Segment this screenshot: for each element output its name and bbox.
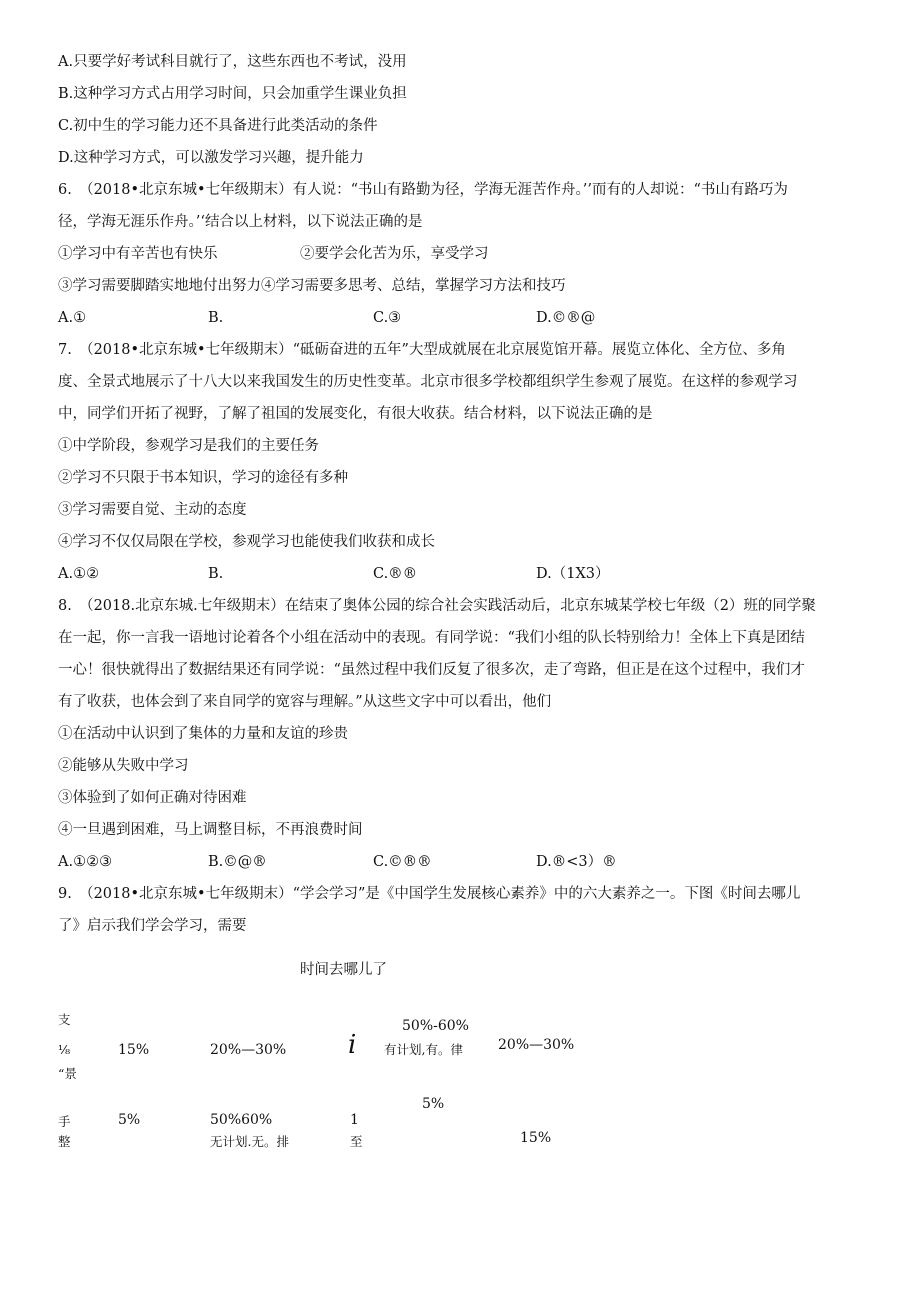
q8-statement-1: ①在活动中认识到了集体的力量和友谊的珍贵 bbox=[58, 726, 348, 742]
q7-statement-2: ②学习不只限于书本知识，学习的途径有多种 bbox=[58, 470, 348, 486]
q8-option-c: C.©®® bbox=[373, 854, 432, 870]
figure-value-50-60-percent-bottom: 50%60% bbox=[210, 1112, 273, 1128]
q8-option-d: D.®<3）® bbox=[536, 854, 617, 870]
q5-option-b: B.这种学习方式占用学习时间，只会加重学生课业负担 bbox=[58, 86, 407, 102]
q5-option-c: C.初中生的学习能力还不具备进行此类活动的条件 bbox=[58, 118, 378, 134]
q6-statement-3-4: ③学习需要脚踏实地地付出努力④学习需要多思考、总结，掌握学习方法和技巧 bbox=[58, 278, 566, 294]
figure-left-char-1: 支 bbox=[58, 1012, 71, 1027]
q6-option-c: C.③ bbox=[373, 310, 402, 326]
q8-stem-line2: 在一起，你一言我一语地讨论着各个小组在活动中的表现。有同学说：“我们小组的队长特别给力！全体上下真是团结 bbox=[58, 630, 805, 646]
q5-option-a: A.只要学好考试科目就行了，这些东西也不考试，没用 bbox=[58, 54, 407, 70]
q7-option-b: B. bbox=[208, 566, 224, 582]
figure-value-20-30-percent-left: 20%—30% bbox=[210, 1042, 287, 1058]
figure-label-unplanned: 无计划.无。排 bbox=[210, 1134, 289, 1149]
q7-statement-3: ③学习需要自觉、主动的态度 bbox=[58, 502, 247, 518]
q7-stem-line1: 7. （2018•北京东城•七年级期末）“砥砺奋进的五年”大型成就展在北京展览馆开幕。展览立体化、全方位、多角 bbox=[58, 342, 786, 358]
q7-option-a: A.①② bbox=[58, 566, 100, 582]
q6-option-d: D.©®@ bbox=[536, 310, 596, 326]
q9-stem-line1: 9. （2018•北京东城•七年级期末）“学会学习”是《中国学生发展核心素养》中的六大素养之一。下图《时间去哪儿 bbox=[58, 886, 801, 902]
q6-option-a: A.① bbox=[58, 310, 87, 326]
figure-left-char-2: ⅛ bbox=[58, 1042, 71, 1057]
q9-stem-line2: 了》启示我们学会学习，需要 bbox=[58, 918, 247, 934]
q6-stem-line2: 径，学海无涯乐作舟。’‘结合以上材料，以下说法正确的是 bbox=[58, 214, 423, 230]
q6-option-b: B. bbox=[208, 310, 224, 326]
figure-italic-i: i bbox=[348, 1030, 357, 1060]
q8-stem-line4: 有了收获，也体会到了来自同学的宽容与理解。”从这些文字中可以看出，他们 bbox=[58, 694, 552, 710]
figure-left-char-4: 手 bbox=[58, 1114, 71, 1129]
q8-stem-line3: 一心！很快就得出了数据结果还有同学说：“虽然过程中我们反复了很多次，走了弯路，但正是在这个过程中，我们才 bbox=[58, 662, 805, 678]
figure-char-zhi: 至 bbox=[350, 1134, 363, 1149]
figure-value-5-percent-right: 5% bbox=[422, 1096, 445, 1112]
q8-option-b: B.©@® bbox=[208, 854, 267, 870]
figure-value-15-percent-top: 15% bbox=[118, 1042, 150, 1058]
q7-statement-4: ④学习不仅仅局限在学校，参观学习也能使我们收获和成长 bbox=[58, 534, 435, 550]
q7-option-c: C.®® bbox=[373, 566, 418, 582]
figure-value-20-30-percent-right: 20%—30% bbox=[498, 1037, 575, 1053]
q7-stem-line3: 中，同学们开拓了视野，了解了祖国的发展变化，有很大收获。结合材料，以下说法正确的是 bbox=[58, 406, 653, 422]
q8-statement-4: ④一旦遇到困难，马上调整目标，不再浪费时间 bbox=[58, 822, 363, 838]
q8-option-a: A.①②③ bbox=[58, 854, 113, 870]
q8-statement-2: ②能够从失败中学习 bbox=[58, 758, 189, 774]
q7-statement-1: ①中学阶段，参观学习是我们的主要任务 bbox=[58, 438, 319, 454]
figure-title: 时间去哪儿了 bbox=[300, 962, 387, 978]
figure-value-50-60-percent-top: 50%-60% bbox=[402, 1018, 469, 1034]
q6-stem-line1: 6. （2018•北京东城•七年级期末）有人说：“书山有路勤为径，学海无涯苦作舟。’’而有的人却说：“书山有路巧为 bbox=[58, 182, 788, 198]
q6-statement-2: ②要学会化苦为乐，享受学习 bbox=[300, 246, 489, 262]
figure-value-15-percent-bottom: 15% bbox=[520, 1130, 552, 1146]
figure-left-char-3: “景 bbox=[58, 1066, 77, 1081]
q8-stem-line1: 8. （2018.北京东城.七年级期末）在结束了奥体公园的综合社会实践活动后，北京东城某学校七年级（2）班的同学聚 bbox=[58, 598, 816, 614]
figure-left-char-5: 整 bbox=[58, 1134, 71, 1149]
figure-value-1: 1 bbox=[350, 1112, 359, 1128]
q7-option-d: D.（1X3） bbox=[536, 566, 610, 582]
figure-value-5-percent-left: 5% bbox=[118, 1112, 141, 1128]
q5-option-d: D.这种学习方式，可以激发学习兴趣，提升能力 bbox=[58, 150, 364, 166]
figure-label-planned: 有计划,有。律 bbox=[384, 1042, 463, 1057]
q7-stem-line2: 度、全景式地展示了十八大以来我国发生的历史性变革。北京市很多学校都组织学生参观了展览。在这样的参观学习 bbox=[58, 374, 798, 390]
q6-statement-1: ①学习中有辛苦也有快乐 bbox=[58, 246, 218, 262]
q8-statement-3: ③体验到了如何正确对待困难 bbox=[58, 790, 247, 806]
